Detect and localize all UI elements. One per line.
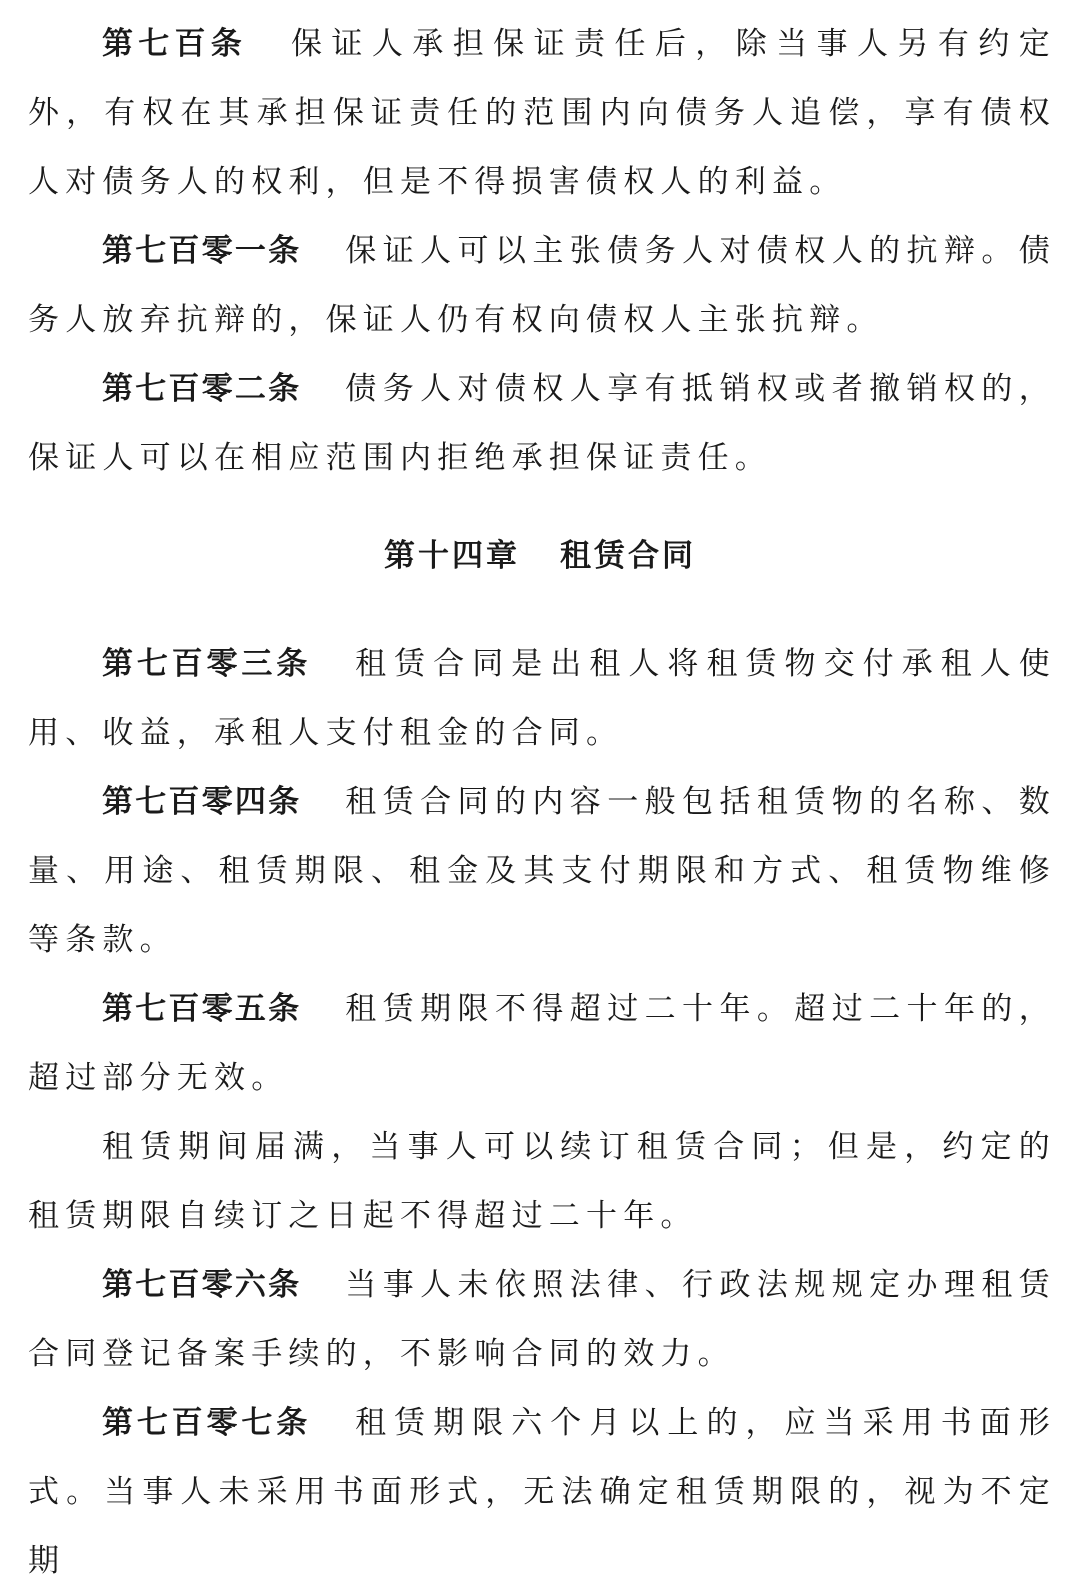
chapter-heading <box>0 522 1080 591</box>
chapter-number: 第十四章 <box>384 538 520 574</box>
article-label: 第七百零七条 <box>102 1405 312 1441</box>
article-label: 第七百零一条 <box>102 233 302 269</box>
article-text: 租赁合同是出租人将租赁物交付承租人使用、收益，承租人支付租金的合同。 <box>28 646 1056 751</box>
paragraph-text: 租赁期间届满，当事人可以续订租赁合同；但是，约定的租赁期限自续订之日起不得超过二十年。 <box>28 1129 1056 1234</box>
article-text: 保证人承担保证责任后，除当事人另有约定外，有权在其承担保证责任的范围内向债务人追偿，享有债权人对债务人的权利，但是不得损害债权人的利益。 <box>28 26 1056 200</box>
article-text: 租赁合同的内容一般包括租赁物的名称、数量、用途、租赁期限、租金及其支付期限和方式、租赁物维修等条款。 <box>28 784 1056 958</box>
article-702 <box>28 355 1056 493</box>
article-704 <box>28 768 1056 975</box>
article-text: 当事人未依照法律、行政法规规定办理租赁合同登记备案手续的，不影响合同的效力。 <box>28 1267 1056 1372</box>
article-text: 债务人对债权人享有抵销权或者撤销权的，保证人可以在相应范围内拒绝承担保证责任。 <box>28 371 1056 476</box>
article-label: 第七百零六条 <box>102 1267 302 1303</box>
chapter-title: 租赁合同 <box>560 538 696 574</box>
article-706 <box>28 1251 1056 1389</box>
article-text: 保证人可以主张债务人对债权人的抗辩。债务人放弃抗辩的，保证人仍有权向债权人主张抗辩。 <box>28 233 1056 338</box>
article-705-paragraph-2 <box>28 1113 1056 1251</box>
article-707 <box>28 1389 1056 1596</box>
article-705 <box>28 975 1056 1113</box>
article-label: 第七百零五条 <box>102 991 302 1027</box>
article-text: 租赁期限不得超过二十年。超过二十年的，超过部分无效。 <box>28 991 1056 1096</box>
article-700 <box>28 10 1056 217</box>
article-text: 租赁期限六个月以上的，应当采用书面形式。当事人未采用书面形式，无法确定租赁期限的，视为不定期 <box>28 1405 1056 1579</box>
article-label: 第七百零三条 <box>102 646 312 682</box>
article-label: 第七百零二条 <box>102 371 302 407</box>
article-label: 第七百条 <box>102 26 247 62</box>
article-701 <box>28 217 1056 355</box>
article-703 <box>28 630 1056 768</box>
article-label: 第七百零四条 <box>102 784 302 820</box>
